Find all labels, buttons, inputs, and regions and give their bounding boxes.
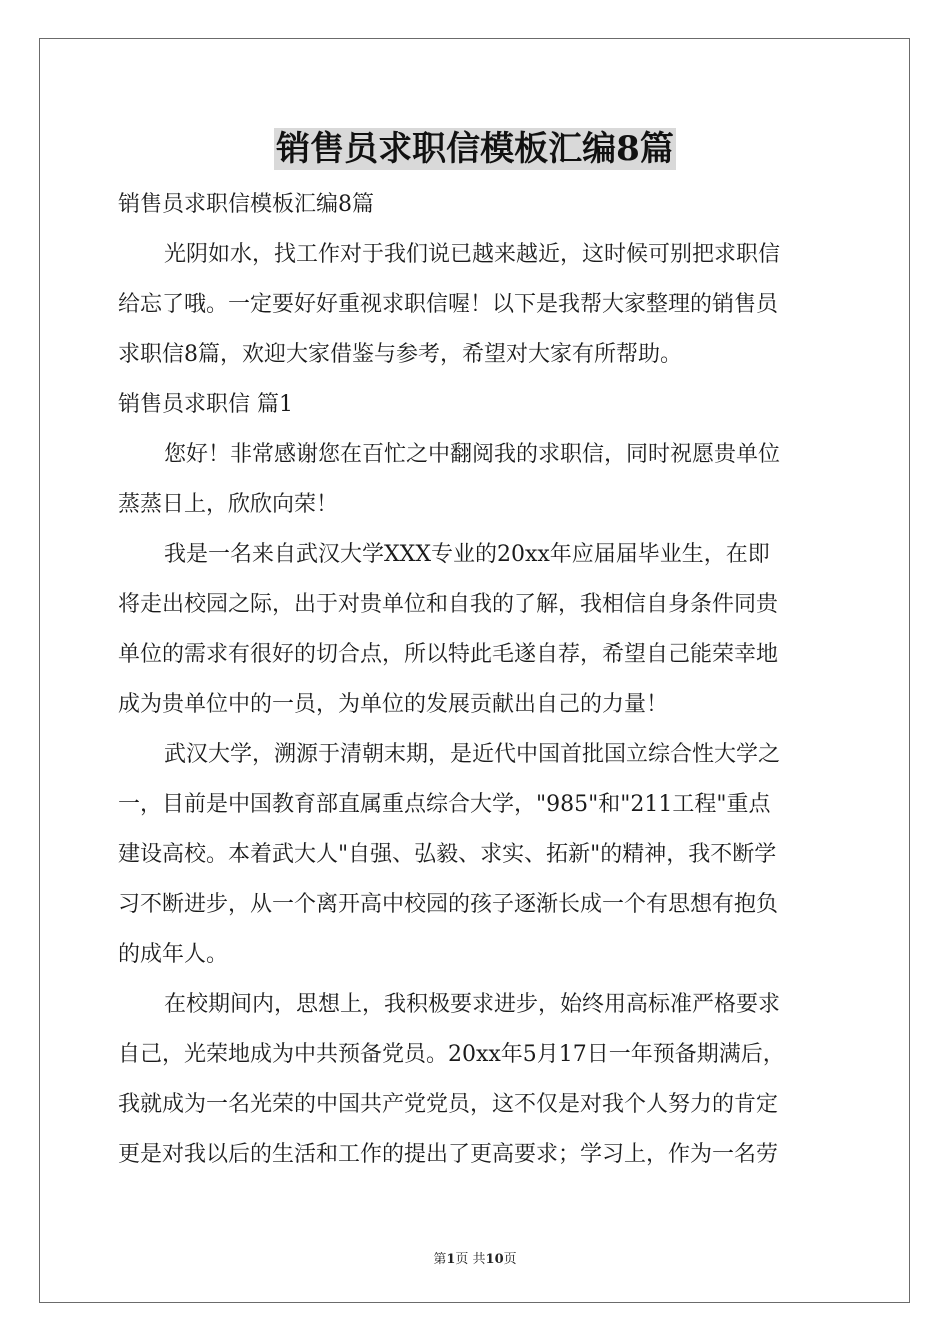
footer-prefix: 第 — [433, 1252, 447, 1267]
text-line: 光阴如水，找工作对于我们说已越来越近，这时候可别把求职信 — [164, 242, 781, 267]
text-line: 在校期间内，思想上，我积极要求进步，始终用高标准严格要求 — [164, 992, 781, 1017]
text-line: 自己，光荣地成为中共预备党员。20xx年5月17日一年预备期满后， — [118, 1042, 785, 1067]
text-line: 我就成为一名光荣的中国共产党党员，这不仅是对我个人努力的肯定 — [118, 1092, 779, 1117]
document-title: 销售员求职信模板汇编8篇 — [276, 129, 674, 169]
text-line: 您好！非常感谢您在百忙之中翻阅我的求职信，同时祝愿贵单位 — [164, 442, 781, 467]
footer-suffix: 页 — [503, 1252, 517, 1267]
page-footer — [0, 1248, 950, 1267]
text-line: 将走出校园之际，出于对贵单位和自我的了解，我相信自身条件同贵 — [118, 592, 779, 617]
text-line: 一，目前是中国教育部直属重点综合大学，"985"和"211工程"重点 — [118, 792, 771, 817]
document-body — [118, 180, 838, 1180]
footer-current-page: 1 — [446, 1252, 456, 1267]
footer-mid: 页 共 — [455, 1252, 486, 1267]
text-line: 销售员求职信模板汇编8篇 — [118, 192, 374, 217]
text-line: 建设高校。本着武大人"自强、弘毅、求实、拓新"的精神，我不断学 — [118, 842, 777, 867]
text-line: 蒸蒸日上，欣欣向荣！ — [118, 492, 339, 517]
text-line: 的成年人。 — [118, 942, 229, 967]
text-line: 成为贵单位中的一员，为单位的发展贡献出自己的力量！ — [118, 692, 669, 717]
title-container — [0, 128, 950, 170]
text-line: 给忘了哦。一定要好好重视求职信喔！以下是我帮大家整理的销售员 — [118, 292, 779, 317]
text-line: 更是对我以后的生活和工作的提出了更高要求；学习上，作为一名劳 — [118, 1142, 779, 1167]
text-line: 销售员求职信 篇1 — [118, 392, 293, 417]
text-line: 求职信8篇，欢迎大家借鉴与参考，希望对大家有所帮助。 — [118, 342, 682, 367]
footer-total-pages: 10 — [485, 1252, 504, 1267]
text-line: 武汉大学，溯源于清朝末期，是近代中国首批国立综合性大学之 — [164, 742, 781, 767]
text-line: 我是一名来自武汉大学XXX专业的20xx年应届届毕业生，在即 — [164, 542, 770, 567]
text-line: 习不断进步，从一个离开高中校园的孩子逐渐长成一个有思想有抱负 — [118, 892, 779, 917]
text-line: 单位的需求有很好的切合点，所以特此毛遂自荐，希望自己能荣幸地 — [118, 642, 779, 667]
